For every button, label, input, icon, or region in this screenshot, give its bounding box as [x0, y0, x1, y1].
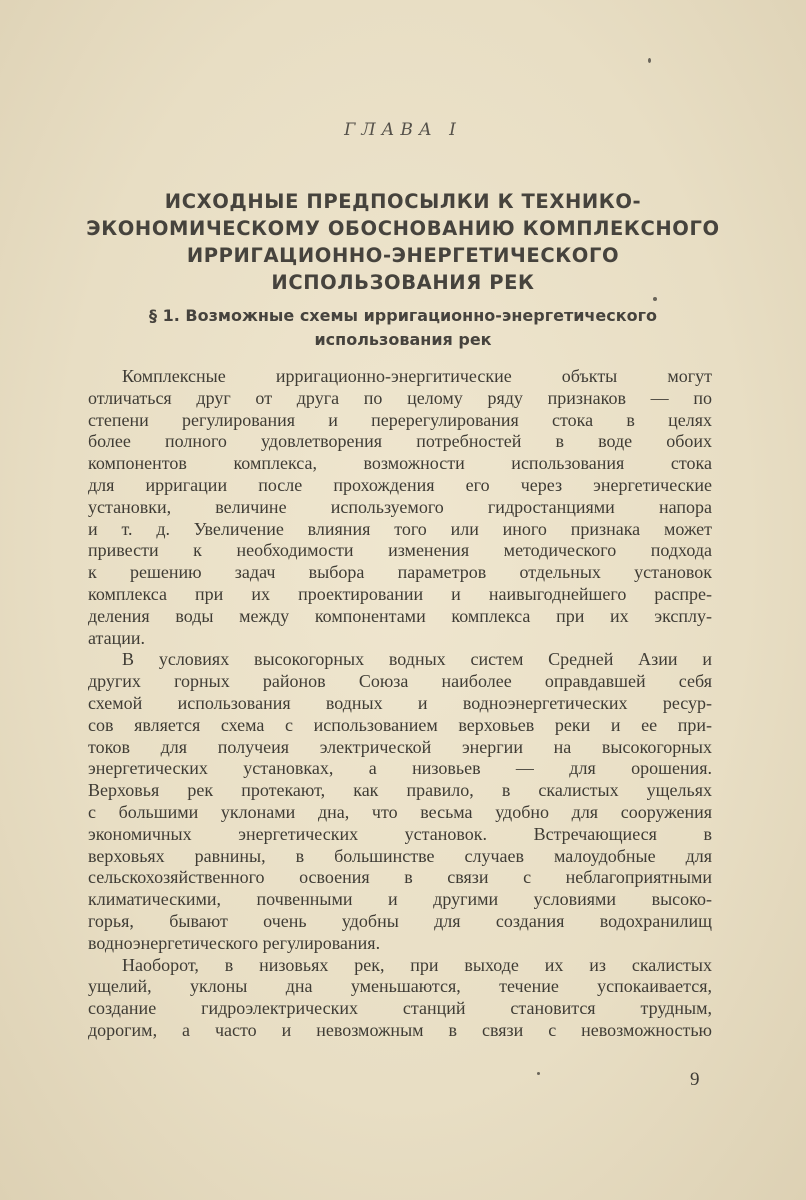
text-line: привести к необходимости изменения методического подхода	[88, 540, 712, 561]
text-line: ущелий, уклоны дна уменьшаются, течение успокаивается,	[88, 976, 712, 997]
text-line: сельскохозяйственного освоения в связи с неблагоприятными	[88, 867, 712, 888]
text-line: дорогим, а часто и невозможным в связи с невозможностью	[88, 1019, 712, 1040]
text-line: установки, величине используемого гидростанциями напора	[88, 496, 712, 517]
section-heading	[100, 304, 706, 352]
text-line: Верховья рек протекают, как правило, в скалистых ущельях	[88, 780, 712, 801]
text-line: к решению задач выбора параметров отдельных установок	[88, 562, 712, 583]
text-line: схемой использования водных и водноэнергетических ресур-	[88, 692, 712, 713]
chapter-title	[60, 188, 746, 296]
print-speck	[537, 1072, 540, 1075]
text-line: климатическими, почвенными и другими условиями высоко-	[88, 889, 712, 910]
text-line: водноэнергетического регулирования.	[88, 932, 381, 953]
text-line: энергетических установках, а низовьев — для орошения.	[88, 758, 712, 779]
chapter-title-line: ИСПОЛЬЗОВАНИЯ РЕК	[271, 271, 535, 294]
text-line: деления воды между компонентами комплекса при их эксплу-	[88, 605, 712, 626]
text-line: токов для получеия электрической энергии на высокогорных	[88, 736, 712, 757]
text-line: создание гидроэлектрических станций становится трудным,	[88, 998, 712, 1019]
text-line: с большими уклонами дна, что весьма удобно для сооружения	[88, 801, 712, 822]
page-number: 9	[690, 1069, 700, 1090]
text-line: В условиях высокогорных водных систем Средней Азии и	[122, 649, 712, 670]
chapter-title-line: ЭКОНОМИЧЕСКОМУ ОБОСНОВАНИЮ КОМПЛЕКСНОГО	[86, 217, 720, 240]
text-line: атации.	[88, 627, 145, 648]
text-line: сов является схема с использованием верховьев реки и ее при-	[88, 714, 712, 735]
chapter-title-line: ИРРИГАЦИОННО-ЭНЕРГЕТИЧЕСКОГО	[186, 244, 620, 267]
print-speck	[648, 58, 651, 63]
section-heading-line: использования рек	[314, 330, 492, 349]
text-line: и т. д. Увеличение влияния того или иного признака может	[88, 518, 712, 539]
text-line: более полного удовлетворения потребностей в воде обоих	[88, 431, 712, 452]
text-line: Наоборот, в низовьях рек, при выходе их из скалистых	[122, 954, 712, 975]
text-line: экономичных энергетических установок. Встречающиеся в	[88, 823, 712, 844]
text-line: степени регулирования и перерегулирования стока в целях	[88, 409, 712, 430]
text-line: для ирригации после прохождения его через энергетические	[88, 474, 712, 495]
chapter-heading: ГЛАВА I	[344, 120, 462, 140]
chapter-title-line: ИСХОДНЫЕ ПРЕДПОСЫЛКИ К ТЕХНИКО-	[164, 190, 642, 213]
text-line: отличаться друг от друга по целому ряду признаков — по	[88, 387, 712, 408]
text-line: Комплексные ирригационно-энергитические объкты могут	[122, 366, 712, 386]
body-text	[88, 366, 712, 1042]
print-speck	[653, 297, 657, 301]
text-line: компонентов комплекса, возможности использования стока	[88, 453, 712, 474]
text-line: горья, бывают очень удобны для создания водохранилищ	[88, 910, 712, 931]
text-line: комплекса при их проектировании и наивыгоднейшего распре-	[88, 583, 712, 604]
text-line: других горных районов Союза наиболее оправдавшей себя	[88, 671, 712, 692]
text-line: верховьях равнины, в большинстве случаев малоудобные для	[88, 845, 712, 866]
section-heading-line: § 1. Возможные схемы ирригационно-энергетического	[149, 306, 657, 325]
